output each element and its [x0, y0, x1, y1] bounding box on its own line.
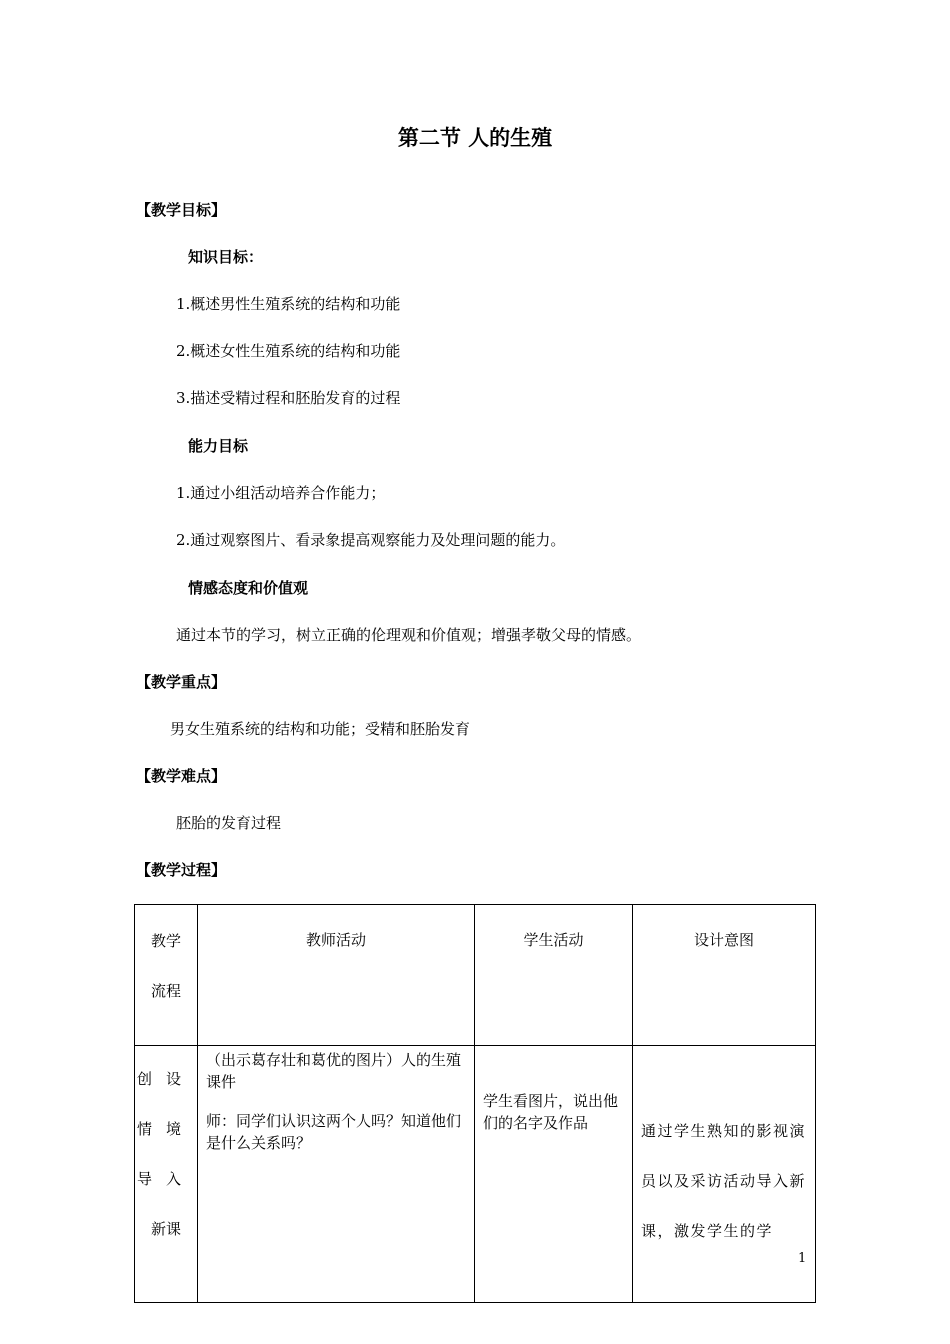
- header-flow: [135, 905, 198, 1046]
- knowledge-item: 3.描述受精过程和胚胎发育的过程: [176, 389, 401, 407]
- ability-item: 1.通过小组活动培养合作能力；: [176, 484, 386, 502]
- header-flow-line: 教学: [150, 932, 181, 950]
- row-flow-line: 创设: [136, 1070, 195, 1088]
- emotion-text: 通过本节的学习，树立正确的伦理观和价值观；增强孝敬父母的情感。: [176, 626, 642, 644]
- row-intent: 通过学生熟知的影视演员以及采访活动导入新课，激发学生的学: [633, 1046, 816, 1303]
- table-row: [135, 1046, 816, 1303]
- teacher-line: （出示葛存壮和葛优的图片）人的生殖课件: [206, 1051, 462, 1091]
- ability-label: 能力目标: [188, 437, 249, 455]
- row-student: 学生看图片，说出他们的名字及作品: [475, 1046, 633, 1303]
- header-flow-line: 流程: [150, 982, 181, 1000]
- table-header-row: [135, 905, 816, 1046]
- key-points-text: 男女生殖系统的结构和功能；受精和胚胎发育: [170, 720, 471, 738]
- key-points-heading: 【教学重点】: [136, 673, 227, 691]
- knowledge-item: 1.概述男性生殖系统的结构和功能: [176, 295, 401, 313]
- row-flow-line: 导入: [136, 1170, 195, 1188]
- row-teacher: [198, 1046, 475, 1303]
- objectives-heading: 【教学目标】: [136, 201, 227, 219]
- emotion-label: 情感态度和价值观: [188, 579, 309, 597]
- teacher-line: 师：同学们认识这两个人吗？知道他们是什么关系吗？: [206, 1112, 462, 1152]
- page-number: 1: [798, 1251, 807, 1266]
- row-flow: [135, 1046, 198, 1303]
- row-flow-line: 情境: [136, 1120, 195, 1138]
- header-intent: 设计意图: [633, 905, 816, 1046]
- row-flow-line: 新课: [150, 1220, 181, 1238]
- difficulties-text: 胚胎的发育过程: [176, 814, 282, 832]
- ability-item: 2.通过观察图片、看录象提高观察能力及处理问题的能力。: [176, 531, 566, 549]
- process-heading: 【教学过程】: [136, 861, 227, 879]
- process-table: [134, 904, 816, 1303]
- header-student: 学生活动: [475, 905, 633, 1046]
- knowledge-label: 知识目标：: [188, 248, 264, 266]
- knowledge-item: 2.概述女性生殖系统的结构和功能: [176, 342, 401, 360]
- page-title: 第二节 人的生殖: [397, 126, 553, 150]
- difficulties-heading: 【教学难点】: [136, 767, 227, 785]
- header-teacher: 教师活动: [198, 905, 475, 1046]
